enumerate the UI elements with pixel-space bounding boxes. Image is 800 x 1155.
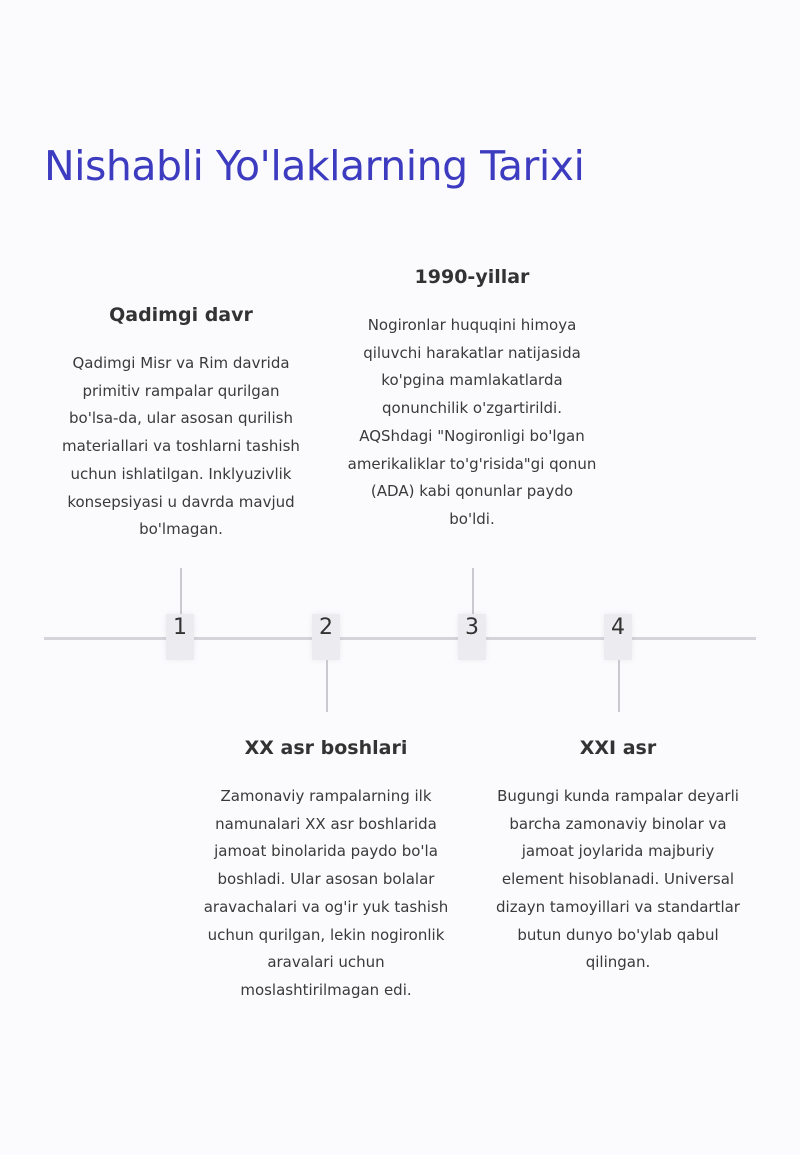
timeline-event-1 xyxy=(56,302,306,544)
event-description-4: Bugungi kunda rampalar deyarli barcha zamonaviy binolar va jamoat joylarida majburiy element hisoblanadi. Universal dizayn tamoyillari va standartlar butun dunyo bo'ylab qabul qilingan. xyxy=(496,787,740,972)
marker-number-2: 2 xyxy=(319,615,333,640)
connector-4 xyxy=(618,660,620,712)
connector-3 xyxy=(472,568,474,614)
page-title: Nishabli Yo'laklarning Tarixi xyxy=(44,142,585,190)
connector-1 xyxy=(180,568,182,614)
timeline-axis xyxy=(44,637,756,640)
event-description-3: Nogironlar huquqini himoya qiluvchi harakatlar natijasida ko'pgina mamlakatlarda qonunchilik o'zgartirildi. AQShdagi "Nogironligi bo'lgan amerikaliklar to'g'risida"gi qonun (ADA) kabi qonunlar paydo bo'ldi. xyxy=(347,316,597,528)
event-title-3: 1990-yillar xyxy=(414,266,530,288)
timeline-event-3 xyxy=(347,264,597,534)
event-title-2: XX asr boshlari xyxy=(244,737,408,759)
event-title-1: Qadimgi davr xyxy=(109,304,253,326)
event-description-1: Qadimgi Misr va Rim davrida primitiv rampalar qurilgan bo'lsa-da, ular asosan qurilish materiallari va toshlarni tashish uchun ishlatilgan. Inklyuzivlik konsepsiyasi u davrda mavjud bo'lmagan. xyxy=(62,354,300,539)
event-title-4: XXI asr xyxy=(579,737,657,759)
timeline-event-2 xyxy=(201,735,451,1005)
event-description-2: Zamonaviy rampalarning ilk namunalari XX asr boshlarida jamoat binolarida paydo bo'la boshladi. Ular asosan bolalar aravachalari va og'ir yuk tashish uchun qurilgan, lekin nogironlik aravalari uchun moslashtirilmagan edi. xyxy=(203,787,449,999)
marker-number-1: 1 xyxy=(173,615,187,640)
connector-2 xyxy=(326,660,328,712)
marker-number-4: 4 xyxy=(611,615,625,640)
marker-number-3: 3 xyxy=(465,615,479,640)
timeline-event-4 xyxy=(493,735,743,977)
